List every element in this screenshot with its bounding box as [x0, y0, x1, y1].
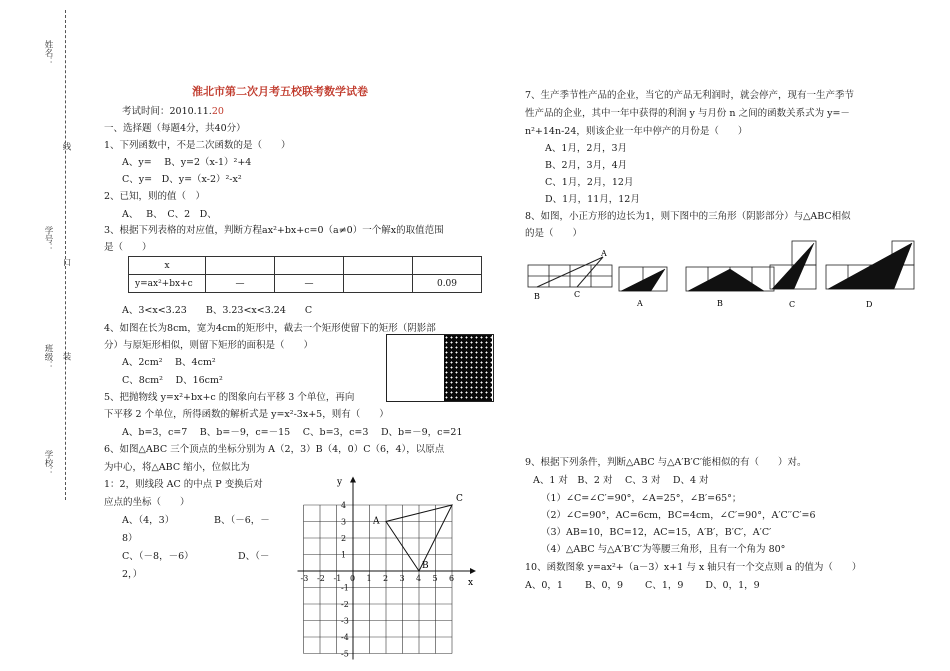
q8-option-d-label: D [866, 300, 873, 309]
q4-shaded-rectangle [444, 335, 492, 401]
x-tick-label: -3 [300, 574, 309, 583]
y-tick-label: -5 [341, 649, 349, 659]
table-cell: y=ax²+bx+c [129, 275, 206, 293]
q1-options-2: C、y= D、y=（x-2）²-x² [122, 174, 242, 185]
margin-name-label: 姓名： [43, 40, 53, 66]
q9-stem: 9、根据下列条件，判断△ABC 与△A′B′C′能相似的有（ ）对。 [525, 457, 807, 468]
q6-line4: 应点的坐标（ ） [104, 497, 190, 508]
q6-option-a: A、（4，3） [122, 515, 175, 526]
q7-line1: 7、生产季节性产品的企业，当它的产品无利润时，就会停产，现有一生产季节 [525, 90, 855, 101]
q8-option-b-label: B [717, 299, 723, 308]
y-tick-label: 1 [341, 550, 347, 560]
q6-option-b-cont: 8） [122, 533, 138, 544]
q8-vertex-b: B [534, 292, 540, 301]
q8-option-b-figure [684, 263, 779, 311]
table-row [129, 257, 482, 275]
table-cell: — [206, 275, 275, 293]
y-axis-label: y [337, 477, 343, 488]
q5-options: A、b=3，c=7 B、b=－9，c=－15 C、b=3，c=3 D、b=－9，c=21 [122, 427, 463, 438]
margin-xian-label: 线 [61, 142, 71, 151]
exam-date-label: 考试时间：2010.11. [122, 106, 212, 117]
q2-stem: 2、已知，则的值（ ） [104, 191, 206, 202]
q9-condition-3: （3）AB=10，BC=12，AC=15，A′B′，B′C′，A′C′ [541, 527, 772, 538]
binding-dashed-line [65, 10, 66, 500]
q1-stem: 1、下列函数中，不是二次函数的是（ ） [104, 140, 291, 151]
table-cell [344, 275, 413, 293]
table-cell [206, 257, 275, 275]
q6-line2: 为中心，将△ABC 缩小，位似比为 [104, 462, 250, 473]
margin-class-label: 班级： [43, 344, 53, 370]
table-cell: 0.09 [413, 275, 482, 293]
y-tick-label: -1 [341, 583, 349, 593]
y-tick-label: 4 [341, 501, 347, 510]
table-cell: x [129, 257, 206, 275]
y-tick-label: -2 [341, 600, 349, 609]
y-tick-label: -3 [341, 616, 349, 626]
x-axis-label: x [468, 578, 474, 588]
x-tick-label: -1 [333, 574, 342, 583]
q8-option-d-figure [824, 238, 919, 311]
q7-option-c: C、1月，2月，12月 [545, 177, 634, 188]
q4-options-1: A、2cm² B、4cm² [122, 357, 216, 368]
q8-option-a-label: A [637, 299, 643, 308]
exam-title: 淮北市第二次月考五校联考数学试卷 [192, 85, 368, 98]
q6-option-c: C、（－8，－6） [122, 551, 194, 562]
q8-figure-abc [525, 245, 615, 305]
table-cell: — [275, 275, 344, 293]
x-axis-arrow [470, 568, 476, 574]
q4-options-2: C、8cm² D、16cm² [122, 375, 223, 386]
q8-line1: 8、如图，小正方形的边长为1，则下图中的三角形（阴影部分）与△ABC相似 [525, 211, 851, 222]
q8-vertex-a: A [601, 249, 607, 258]
y-tick-label: 2 [341, 534, 347, 543]
q6-line1: 6、如图△ABC 三个顶点的坐标分别为 A（2，3）B（4，0）C（6，4），以原点 [104, 444, 445, 455]
q6-option-d-cont: 2，） [122, 569, 143, 580]
vertex-b-label: B [422, 561, 429, 571]
q7-line2: 性产品的企业，其中一年中获得的利润 y 与月份 n 之间的函数关系式为 y=－ [525, 108, 850, 119]
margin-school-label: 学校： [43, 450, 53, 476]
q6-option-d: D、（－ [238, 551, 270, 562]
x-tick-label: 3 [399, 574, 405, 583]
table-cell [275, 257, 344, 275]
q8-option-a-figure [617, 263, 672, 311]
q3-line2: 是（ ） [104, 242, 152, 253]
q9-condition-1: （1）∠C=∠C′=90°，∠A=25°，∠B′=65°； [541, 493, 742, 504]
q7-option-a: A、1月，2月，3月 [545, 143, 627, 154]
q3-line1: 3、根据下列表格的对应值，判断方程ax²+bx+c=0（a≠0）一个解x的取值范围 [104, 225, 444, 236]
q3-options: A、3<x<3.23 B、3.23<x<3.24 C [122, 305, 313, 316]
x-tick-label: -2 [317, 574, 325, 583]
q8-option-c-figure [768, 238, 823, 311]
q5-line2: 下平移 2 个单位，所得函数的解析式是 y=x²-3x+5，则有（ ） [104, 409, 389, 420]
q8-vertex-c: C [574, 290, 581, 299]
q4-line2: 分）与原矩形相似，则留下矩形的面积是（ ） [104, 340, 314, 351]
q5-line1: 5、把抛物线 y=x²+bx+c 的图象向右平移 3 个单位，再向 [104, 392, 355, 403]
margin-zhuang-label: 装 [61, 352, 71, 361]
q9-condition-4: （4）△ABC 与△A′B′C′为等腰三角形，且有一个角为 80° [541, 544, 786, 555]
x-tick-label: 1 [366, 574, 372, 583]
q6-coordinate-grid [295, 462, 480, 667]
margin-kou-label: 口 [61, 258, 71, 267]
q8-option-c-label: C [789, 300, 796, 309]
q4-line1: 4、如图在长为8cm，宽为4cm的矩形中，截去一个矩形使留下的矩形（阴影部 [104, 323, 436, 334]
q7-option-d: D、1月，11月，12月 [545, 194, 640, 205]
q3-value-table [128, 256, 482, 293]
q6-option-b: B、（－6，－ [214, 515, 270, 526]
x-tick-label: 6 [449, 574, 455, 583]
q6-line3: 1：2，则线段 AC 的中点 P 变换后对 [104, 479, 263, 490]
q10-options: A、0，1 B、0，9 C、1，9 D、0，1，9 [525, 580, 760, 591]
section-heading: 一、选择题（每题4分，共40分） [104, 123, 246, 134]
table-cell [413, 257, 482, 275]
exam-date [122, 103, 224, 117]
q1-options-1: A、y= B、y=2（x-1）²+4 [122, 157, 252, 168]
table-cell [344, 257, 413, 275]
y-tick-label: -4 [341, 633, 349, 642]
x-tick-label: 4 [416, 574, 422, 583]
q9-options: A、1 对 B、2 对 C、3 对 D、4 对 [533, 475, 709, 486]
q10-stem: 10、函数图象 y=ax²+（a－3）x+1 与 x 轴只有一个交点则 a 的值为（ ） [525, 562, 862, 573]
y-axis-arrow [350, 477, 356, 483]
table-row [129, 275, 482, 293]
q2-options: A、 B、 C、2 D、 [122, 209, 217, 220]
vertex-c-label: C [456, 494, 463, 504]
vertex-a-label: A [373, 516, 380, 527]
y-tick-label: 3 [341, 517, 347, 527]
q9-condition-2: （2）∠C=90°，AC=6cm，BC=4cm，∠C′=90°，A′C′′C′=6 [541, 510, 816, 521]
q8-line2: 的是（ ） [525, 228, 583, 239]
x-tick-label: 0 [350, 574, 356, 583]
margin-number-label: 学号： [43, 226, 53, 252]
q7-option-b: B、2月，3月，4月 [545, 160, 628, 171]
exam-date-day: 20 [211, 106, 224, 117]
x-tick-label: 5 [432, 574, 438, 583]
q7-line3: n²+14n-24，则该企业一年中停产的月份是（ ） [525, 126, 748, 137]
x-tick-label: 2 [383, 574, 389, 583]
